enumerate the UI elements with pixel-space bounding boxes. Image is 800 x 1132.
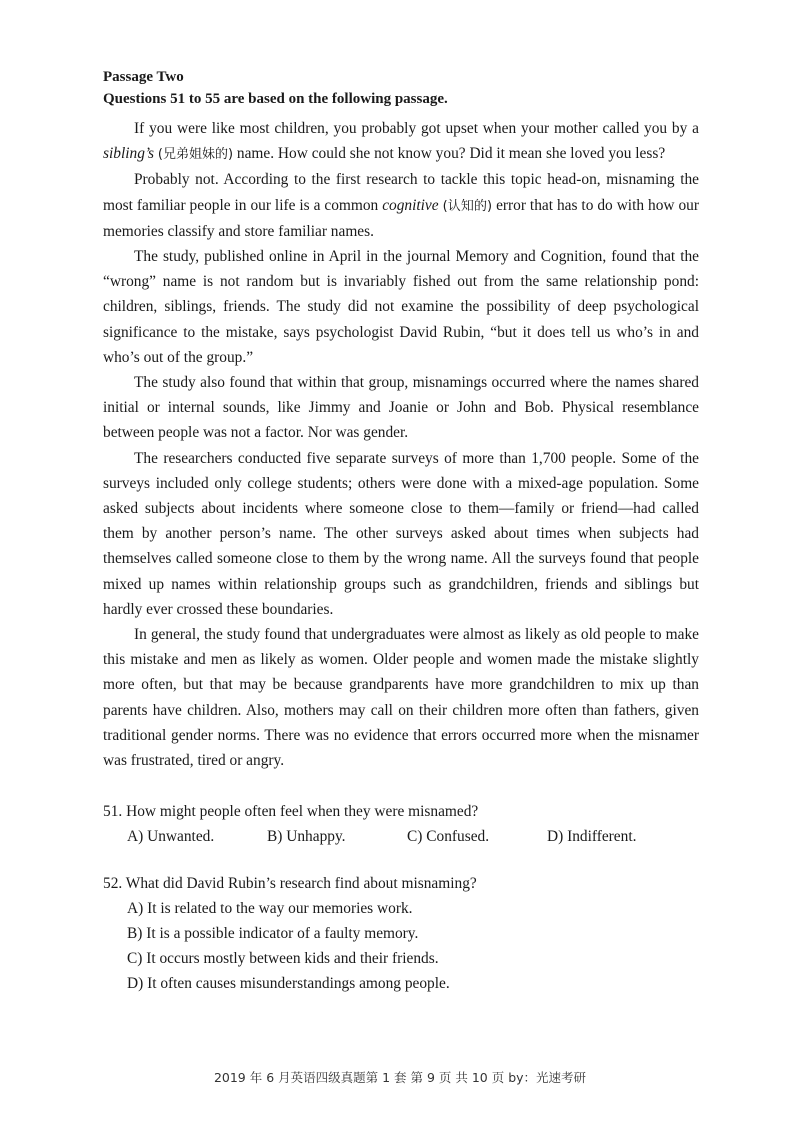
passage-paragraph-1: If you were like most children, you probably got upset when your mother called you by a sibling’s (兄弟姐妹的) name. How could she not know you? Did it mean she loved you less? [103,120,699,163]
option-d: D) Indifferent. [547,828,637,846]
glossed-term: cognitive [382,196,439,214]
passage-paragraph-2: Probably not. According to the first research to tackle this topic head-on, misnaming the most familiar people in our life is a common cognitive (认知的) error that has to do with how our memories classify and store familiar names. [103,171,699,240]
section-instruction: Questions 51 to 55 are based on the following passage. [103,91,448,107]
passage-paragraph-6: In general, the study found that undergraduates were almost as likely as old people to make this mistake and men as likely as women. Older people and women made the mistake slightly more often, but that may be because grandparents have more grandchildren to mix up than parents have children. Also, mothers may call on their children more often than fathers, given traditional gender norms. There was no evidence that errors occurred more when the misnamer was frustrated, tired or angry. [103,626,699,770]
section-title: Passage Two [103,69,184,85]
option-c: C) It occurs mostly between kids and their friends. [127,950,439,968]
question-stem: 52. What did David Rubin’s research find about misnaming? [103,875,477,893]
page-footer: 2019 年 6 月英语四级真题第 1 套 第 9 页 共 10 页 by：光速考研 [213,1070,587,1085]
option-c: C) Confused. [407,828,490,846]
passage [103,116,699,773]
exam-page [103,66,699,1018]
question-51 [103,799,699,849]
chinese-gloss: (兄弟姐妹的) [157,147,234,163]
question-list [103,799,699,996]
option-a: A) It is related to the way our memories work. [127,900,413,918]
passage-paragraph-3: The study, published online in April in the journal Memory and Cognition, found that the “wrong” name is not random but is invariably fished out from the same relationship pond: children, siblings, friends. The study did not examine the possibility of deep psychological significance to the mistake, says psychologist David Rubin, “but it does tell us who’s in and who’s out of the group.” [103,248,699,366]
option-b: B) Unhappy. [267,828,346,846]
chinese-gloss: (认知的) [442,198,493,214]
passage-paragraph-5: The researchers conducted five separate surveys of more than 1,700 people. Some of the surveys included only college students; others were done with a mixed-age population. Some asked subjects about incidents where someone close to them—family or friend—had called them by another person’s name. The other surveys asked about times when subjects had themselves called someone close to them by the wrong name. All the surveys found that people mixed up names within relationship groups such as grandchildren, friends and siblings but hardly ever crossed these boundaries. [103,449,699,618]
passage-paragraph-4: The study also found that within that group, misnamings occurred where the names shared initial or internal sounds, like Jimmy and Joanie or John and Bob. Physical resemblance between people was not a factor. Nor was gender. [103,374,699,442]
option-d: D) It often causes misunderstandings among people. [127,975,450,993]
question-stem: 51. How might people often feel when they were misnamed? [103,803,479,821]
option-a: A) Unwanted. [127,828,215,846]
option-row [103,824,699,849]
question-52 [103,871,699,996]
glossed-term: sibling’s [103,145,155,163]
option-b: B) It is a possible indicator of a faulty memory. [127,925,419,943]
